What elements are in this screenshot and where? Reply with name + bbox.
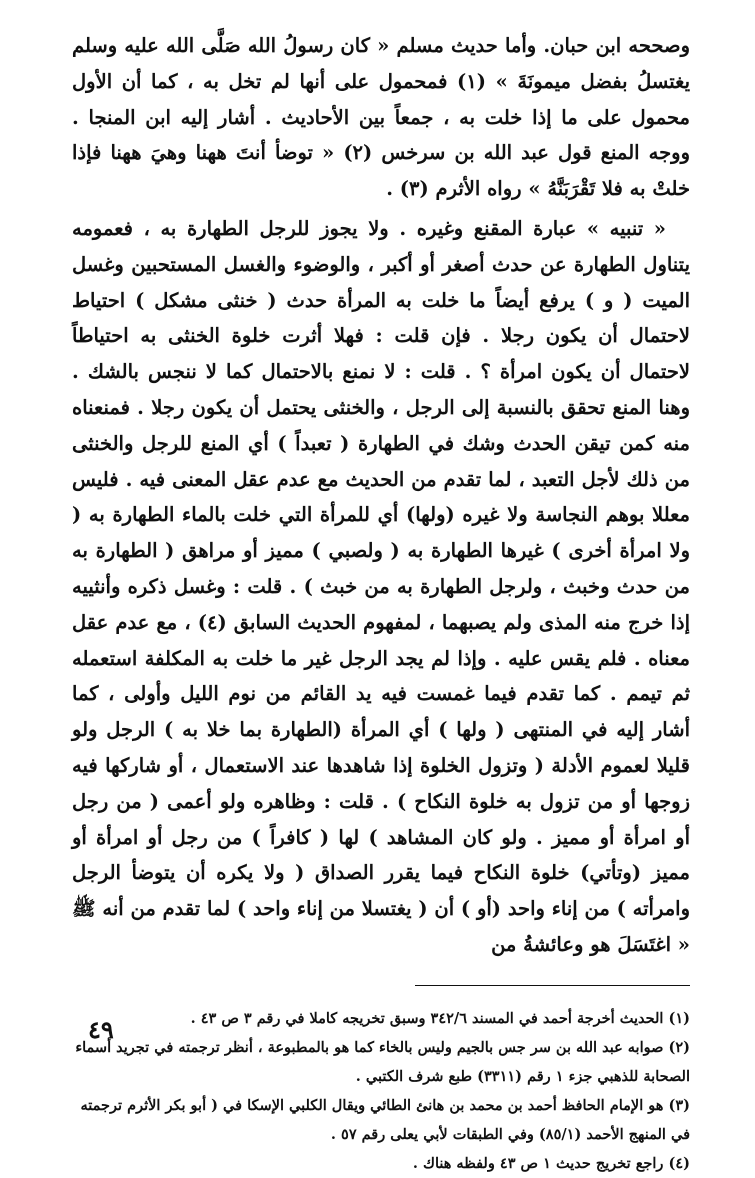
footnote-3: (٣) هو الإمام الحافظ أحمد بن محمد بن هانئ الطائي ويقال الكلبي الإسكا في ( أبو بكر الأثرم ترجمته في المنهج الأحمد (٨٥/١) وفي الطبقات لأبي يعلى رقم ٥٧ . (80, 1096, 690, 1143)
footnotes (72, 1004, 690, 1178)
footnote-2: (٢) صوابه عبد الله بن سر جس بالجيم وليس بالخاء كما هو بالمطبوعة ، أنظر ترجمته في تجريد أسماء الصحابة للذهبي جزء ١ رقم (٣٣١١) طبع شرف الكتبي . (75, 1038, 690, 1085)
footnote-1: (١) الحديث أخرجة أحمد في المسند ٣٤٢/٦ وسبق تخريجه كاملا في رقم ٣ ص ٤٣ . (190, 1009, 690, 1027)
footnote-separator (415, 985, 690, 986)
paragraph-1: وصححه ابن حبان. وأما حديث مسلم « كان رسولُ الله صَلَّى الله عليه وسلم يغتسلُ بفضل ميمونَةَ » (١) فمحمول على أنها لم تخل به ، كما أن الأول محمول على ما إذا خلت به ، جمعاً بين الأحاديث . أشار إليه ابن المنجا . ووجه المنع قول عبد الله بن سرخس (٢) « توضأ أنتَ ههنا وهيَ ههنا فإذا خلتْ به فلا تَقْرَبَنَّهُ » رواه الأثرم (٣) . (72, 34, 691, 201)
page-number: ٤٩ (88, 1015, 114, 1044)
footnote-4: (٤) راجع تخريج حديث ١ ص ٤٣ ولفظه هناك . (412, 1154, 690, 1172)
main-text (72, 28, 690, 963)
paragraph-2: « تنبيه » عبارة المقنع وغيره . ولا يجوز للرجل الطهارة به ، فعمومه يتناول الطهارة عن حدث أصغر أو أكبر ، والوضوء والغسل المستحبين وغسل الميت ( و ) يرفع أيضاً ما خلت به المرأة حدث ( خنثى مشكل ) احتياط لاحتمال أن يكون رجلا . فإن قلت : فهلا أثرت خلوة الخنثى به احتياطاً لاحتمال أن يكون امرأة ؟ . قلت : لا نمنع بالاحتمال كما لا ننجس بالشك . وهنا المنع تحقق بالنسبة إلى الرجل ، والخنثى يحتمل أن يكون رجلا . فمنعناه منه كمن تيقن الحدث وشك في الطهارة ( تعبداً ) أي المنع للرجل والخنثى من ذلك لأجل التعبد ، لما تقدم من الحديث مع عدم عقل المعنى فيه . فليس معللا بوهم النجاسة ولا غيره (ولها) أي للمرأة التي خلت بالماء الطهارة به ( ولا امرأة أخرى ) غيرها الطهارة به ( ولصبي ) مميز أو مراهق ( الطهارة به من حدث وخبث ، ولرجل الطهارة به من خبث ) . قلت : وغسل ذكره وأنثييه إذا خرج منه المذى ولم يصبهما ، لمفهوم الحديث السابق (٤) ، مع عدم عقل معناه . فلم يقس عليه . وإذا لم يجد الرجل غير ما خلت به المكلفة استعمله ثم تيمم . كما تقدم فيما غمست فيه يد القائم من نوم الليل وأولى ، كما أشار إليه في المنتهى ( ولها ) أي المرأة (الطهارة بما خلا به ) الرجل ولو قليلا لعموم الأدلة ( وتزول الخلوة إذا شاهدها عند الاستعمال ، أو شاركها فيه زوجها أو من تزول به خلوة النكاح ) . قلت : وظاهره ولو أعمى ( من رجل أو امرأة أو مميز . ولو كان المشاهد ) لها ( كافراً ) من رجل أو امرأة أو مميز (وتأتي) خلوة النكاح فيما يقرر الصداق ( ولا يكره أن يتوضأ الرجل وامرأته ) من إناء واحد (أو ) أن ( يغتسلا من إناء واحد ) لما تقدم من أنه ﷺ « اغتَسَلَ هو وعائشةُ من (72, 216, 690, 956)
